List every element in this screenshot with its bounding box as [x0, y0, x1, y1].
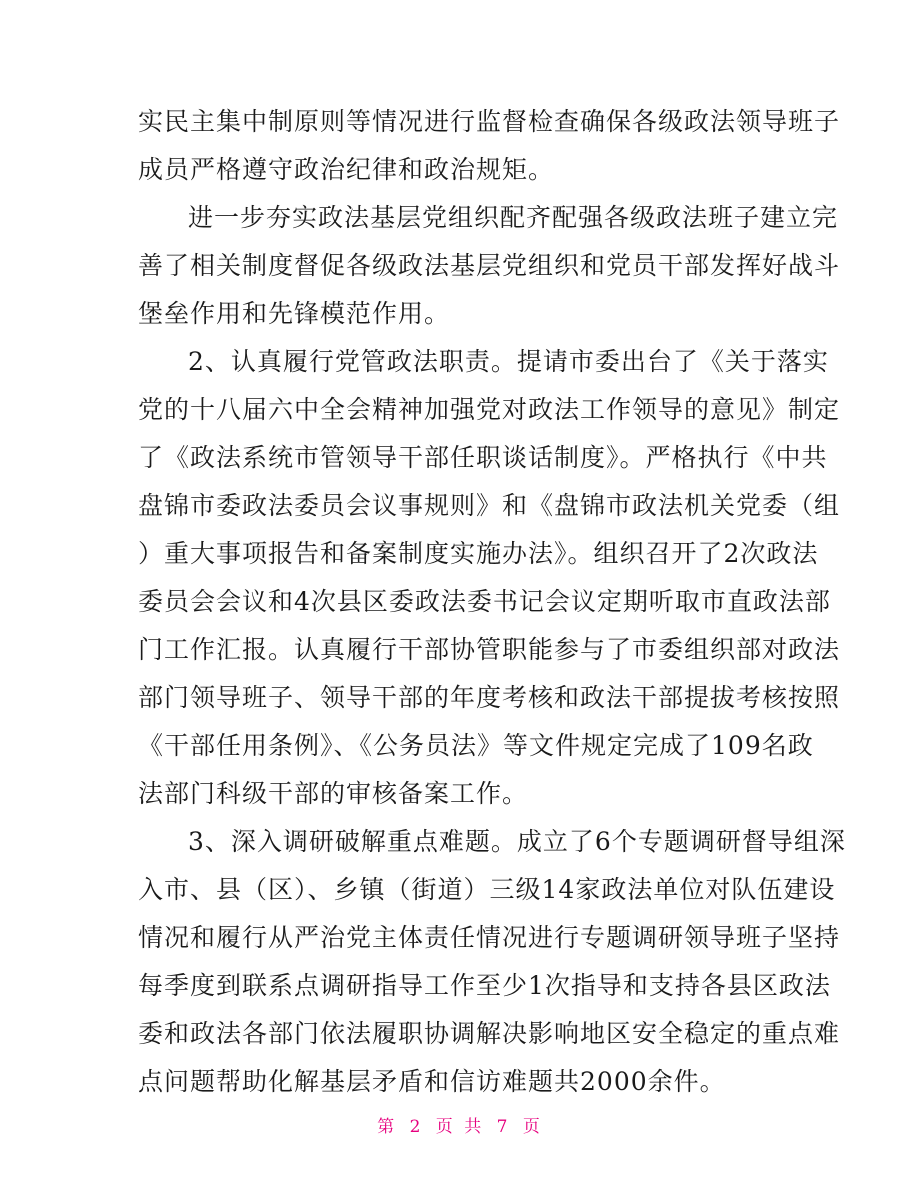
- text-line-21: 点问题帮助化解基层矛盾和信访难题共2000余件。: [138, 1067, 726, 1096]
- text-line-8: 了《政法系统市管领导干部任职谈话制度》。严格执行《中共: [138, 443, 828, 472]
- text-line-12: 门工作汇报。认真履行干部协管职能参与了市委组织部对政法: [138, 635, 841, 664]
- text-line-14: 《干部任用条例》、《公务员法》等文件规定完成了109名政: [138, 731, 814, 760]
- footer-prefix: 第: [377, 1117, 398, 1137]
- text-line-20: 委和政法各部门依法履职协调解决影响地区安全稳定的重点难: [138, 1019, 841, 1048]
- text-line-9: 盘锦市委政法委员会议事规则》和《盘锦市政法机关党委（组: [138, 491, 841, 520]
- section-3-heading-line: 3、深入调研破解重点难题。成立了6个专题调研督导组深: [188, 827, 846, 856]
- section-2-heading-line: 2、认真履行党管政法职责。提请市委出台了《关于落实: [188, 347, 829, 376]
- footer-suffix: 页: [522, 1117, 543, 1137]
- text-line-7: 党的十八届六中全会精神加强党对政法工作领导的意见》制定: [138, 395, 841, 424]
- text-line-13: 部门领导班子、领导干部的年度考核和政法干部提拔考核按照: [138, 683, 841, 712]
- text-line-1: 实民主集中制原则等情况进行监督检查确保各级政法领导班子: [138, 107, 841, 136]
- footer-total-pages: 7: [496, 1117, 511, 1137]
- footer-current-page: 2: [409, 1117, 424, 1137]
- text-line-4: 善了相关制度督促各级政法基层党组织和党员干部发挥好战斗: [138, 251, 841, 280]
- page-footer: [0, 1112, 920, 1137]
- paragraph-start-line: 进一步夯实政法基层党组织配齐配强各级政法班子建立完: [188, 203, 839, 232]
- text-line-2: 成员严格遵守政治纪律和政治规矩。: [138, 155, 555, 184]
- text-line-17: 入市、县（区）、乡镇（街道）三级14家政法单位对队伍建设: [138, 875, 836, 904]
- footer-middle: 页 共: [435, 1117, 485, 1137]
- text-line-15: 法部门科级干部的审核备案工作。: [138, 779, 529, 808]
- text-line-18: 情况和履行从严治党主体责任情况进行专题调研领导班子坚持: [138, 923, 841, 952]
- text-line-11: 委员会会议和4次县区委政法委书记会议定期听取市直政法部: [138, 587, 831, 616]
- text-line-10: ）重大事项报告和备案制度实施办法》。组织召开了2次政法: [138, 539, 819, 568]
- text-line-19: 每季度到联系点调研指导工作至少1次指导和支持各县区政法: [138, 971, 831, 1000]
- text-line-5: 堡垒作用和先锋模范作用。: [138, 299, 451, 328]
